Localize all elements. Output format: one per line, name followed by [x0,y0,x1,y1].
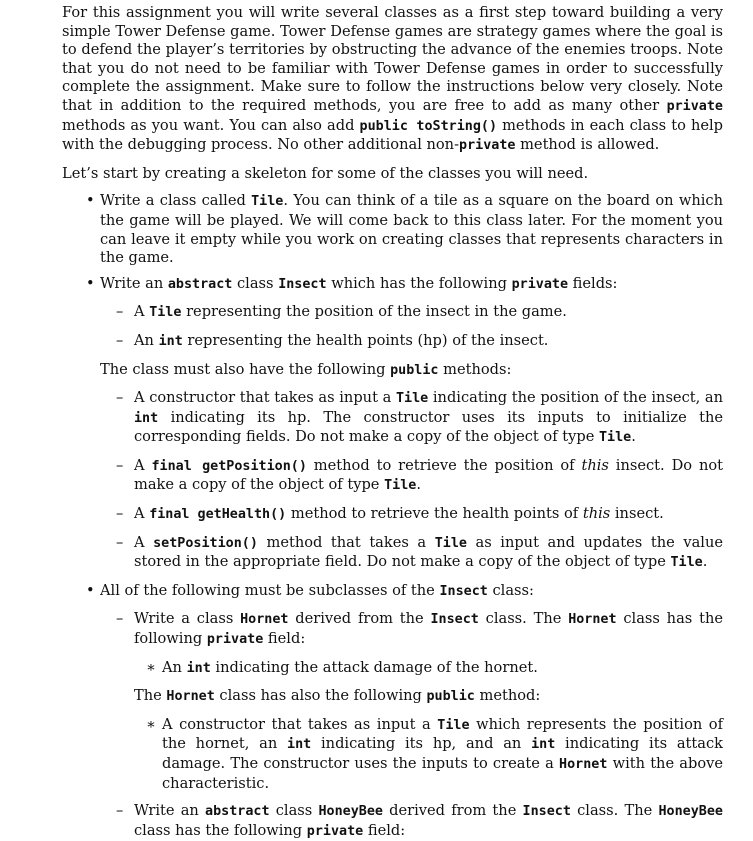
text: class: [487,581,534,599]
keyword: int [134,410,159,426]
keyword: private [511,276,569,292]
emphasis: this [582,505,611,523]
text: method that takes a [257,533,435,551]
text: A constructor that takes as input a [134,389,396,407]
keyword: public [390,362,439,378]
text: method to retrieve the health points of [286,505,583,523]
dash-marker: – [116,610,124,628]
star-marker: ∗ [146,658,156,676]
keyword: int [186,660,211,676]
list-item-field [100,332,723,352]
dash-marker: – [116,802,124,820]
text: indicating its hp. The constructor uses its inputs to initialize the corresponding fields. Do not make a copy of the object of type [134,408,723,446]
text: Let’s start by creating a skeleton for some of the classes you will need. [62,164,589,182]
emphasis: this [581,456,609,474]
text: insect. Do not make a copy of the object of type [134,456,724,494]
text: representing the health points (hp) of the insect. [182,331,549,349]
bullet-marker: • [86,274,95,292]
keyword: HoneyBee [658,804,723,820]
list-item-method [100,534,723,573]
keyword: final getPosition() [151,458,307,474]
star-marker: ∗ [146,715,156,733]
text: Write an [134,802,206,820]
text: class has the following [134,610,723,648]
text: insect. [610,505,664,523]
keyword: Tile [395,391,429,407]
text: class. The [478,610,569,628]
subclasses-list [100,610,723,841]
text: indicating its hp, and an [311,735,532,753]
insect-methods-list [100,389,723,573]
keyword: Tile [670,555,703,571]
insect-methods-lead [100,361,723,381]
text: method is allowed. [515,136,660,154]
intro-paragraph [62,4,723,156]
keyword: int [158,333,183,349]
text: All of the following must be subclasses of the [100,581,440,599]
list-item-method [100,389,723,448]
text: . [702,553,708,571]
text: An [162,658,187,676]
keyword: Tile [437,717,470,733]
keyword: final getHealth() [149,507,287,523]
dash-marker: – [116,389,124,407]
dash-marker: – [116,303,124,321]
text: class has also the following [214,687,427,705]
text: . [631,428,636,446]
hornet-methods-lead [134,687,723,707]
keyword: abstract [167,276,233,292]
keyword: private [306,823,364,839]
text: An [134,331,159,349]
document-page [62,0,723,841]
keyword: Insect [278,276,327,292]
keyword: private [666,98,723,114]
keyword: setPosition() [153,535,258,551]
text: Write an [100,274,168,292]
list-item-method [134,716,723,793]
hornet-methods-list [134,716,723,793]
keyword: private [206,632,264,648]
text: indicating its attack damage. The constructor uses the inputs to create a [162,735,723,772]
list-item-insect [62,275,723,573]
text: with the above characteristic. [162,755,724,792]
hornet-fields-list [134,659,723,679]
text: . [416,476,421,494]
text: methods as you want. You can also add [62,116,360,134]
text: method: [474,687,541,705]
text: methods in each class to help with the debugging process. No other additional non- [62,116,723,154]
text: Write a class called [100,192,252,210]
text: class [232,274,279,292]
keyword: Tile [434,535,467,551]
text: The class must also have the following [100,360,391,378]
text: class [269,802,319,820]
text: . You can think of a tile as a square on the board on which the game will be played. We will come back to this class later. For the moment you can leave it empty while you work on creating classes that represents characters in the game. [100,192,723,267]
list-item-tile [62,192,723,267]
keyword: Hornet [568,612,617,628]
keyword: abstract [205,804,270,820]
text: class. The [570,802,659,820]
text: indicating the attack damage of the hornet. [210,658,538,676]
keyword: Tile [149,305,182,321]
keyword: Tile [598,430,632,446]
keyword: Insect [430,612,479,628]
text: The [134,687,167,705]
text: class has the following [134,821,307,839]
dash-marker: – [116,505,124,523]
text: A [134,303,150,321]
text: representing the position of the insect in the game. [181,303,567,321]
keyword: Hornet [559,757,608,772]
text: derived from the [382,802,523,820]
text: A [134,533,154,551]
dash-marker: – [116,533,124,551]
text: A [134,505,150,523]
text: derived from the [288,610,431,628]
list-item-subclasses [62,582,723,841]
list-item-method [100,505,723,525]
keyword: Hornet [166,689,215,705]
keyword: Insect [439,583,488,599]
keyword: int [287,737,312,753]
top-level-list [62,192,723,841]
keyword: Tile [251,194,284,210]
bullet-marker: • [86,581,95,599]
lead-paragraph [62,165,723,184]
text: fields: [568,274,618,292]
keyword: public [426,689,475,705]
list-item-method [100,457,723,496]
insect-fields-list [100,303,723,351]
text: methods: [438,360,512,378]
text: A constructor that takes as input a [162,715,438,733]
keyword: Tile [384,478,417,494]
dash-marker: – [116,331,124,349]
list-item-field [134,659,723,679]
keyword: Hornet [240,612,289,628]
text: as input and updates the value stored in the appropriate field. Do not make a copy of the object of type [134,533,723,571]
text: indicating the position of the insect, an [428,389,724,407]
bullet-marker: • [86,192,95,210]
keyword: Insect [522,804,571,820]
text: Write a class [134,610,241,628]
text: which has the following [326,274,512,292]
keyword: private [459,138,516,154]
text: field: [263,630,306,648]
list-item-field [100,303,723,323]
text: For this assignment you will write several classes as a first step toward building a very simple Tower Defense game. Tower Defense games are strategy games where the goal is to defend the player’s territories by obstructing the advance of the enemies troops. Note that you do not need to be familiar with Tower Defense games in order to successfully complete the assignment. Make sure to follow the instructions below very closely. Note that in addition to the required methods, you are free to add as many other [62,4,723,114]
text: field: [363,821,406,839]
text: A [134,456,152,474]
dash-marker: – [116,456,124,474]
text: which represents the position of the hornet, an [162,715,723,753]
list-item-honeybee [100,802,723,841]
list-item-hornet [100,610,723,793]
keyword: public toString() [359,118,498,134]
keyword: int [531,737,556,753]
keyword: HoneyBee [318,804,383,820]
text: method to retrieve the position of [306,456,582,474]
